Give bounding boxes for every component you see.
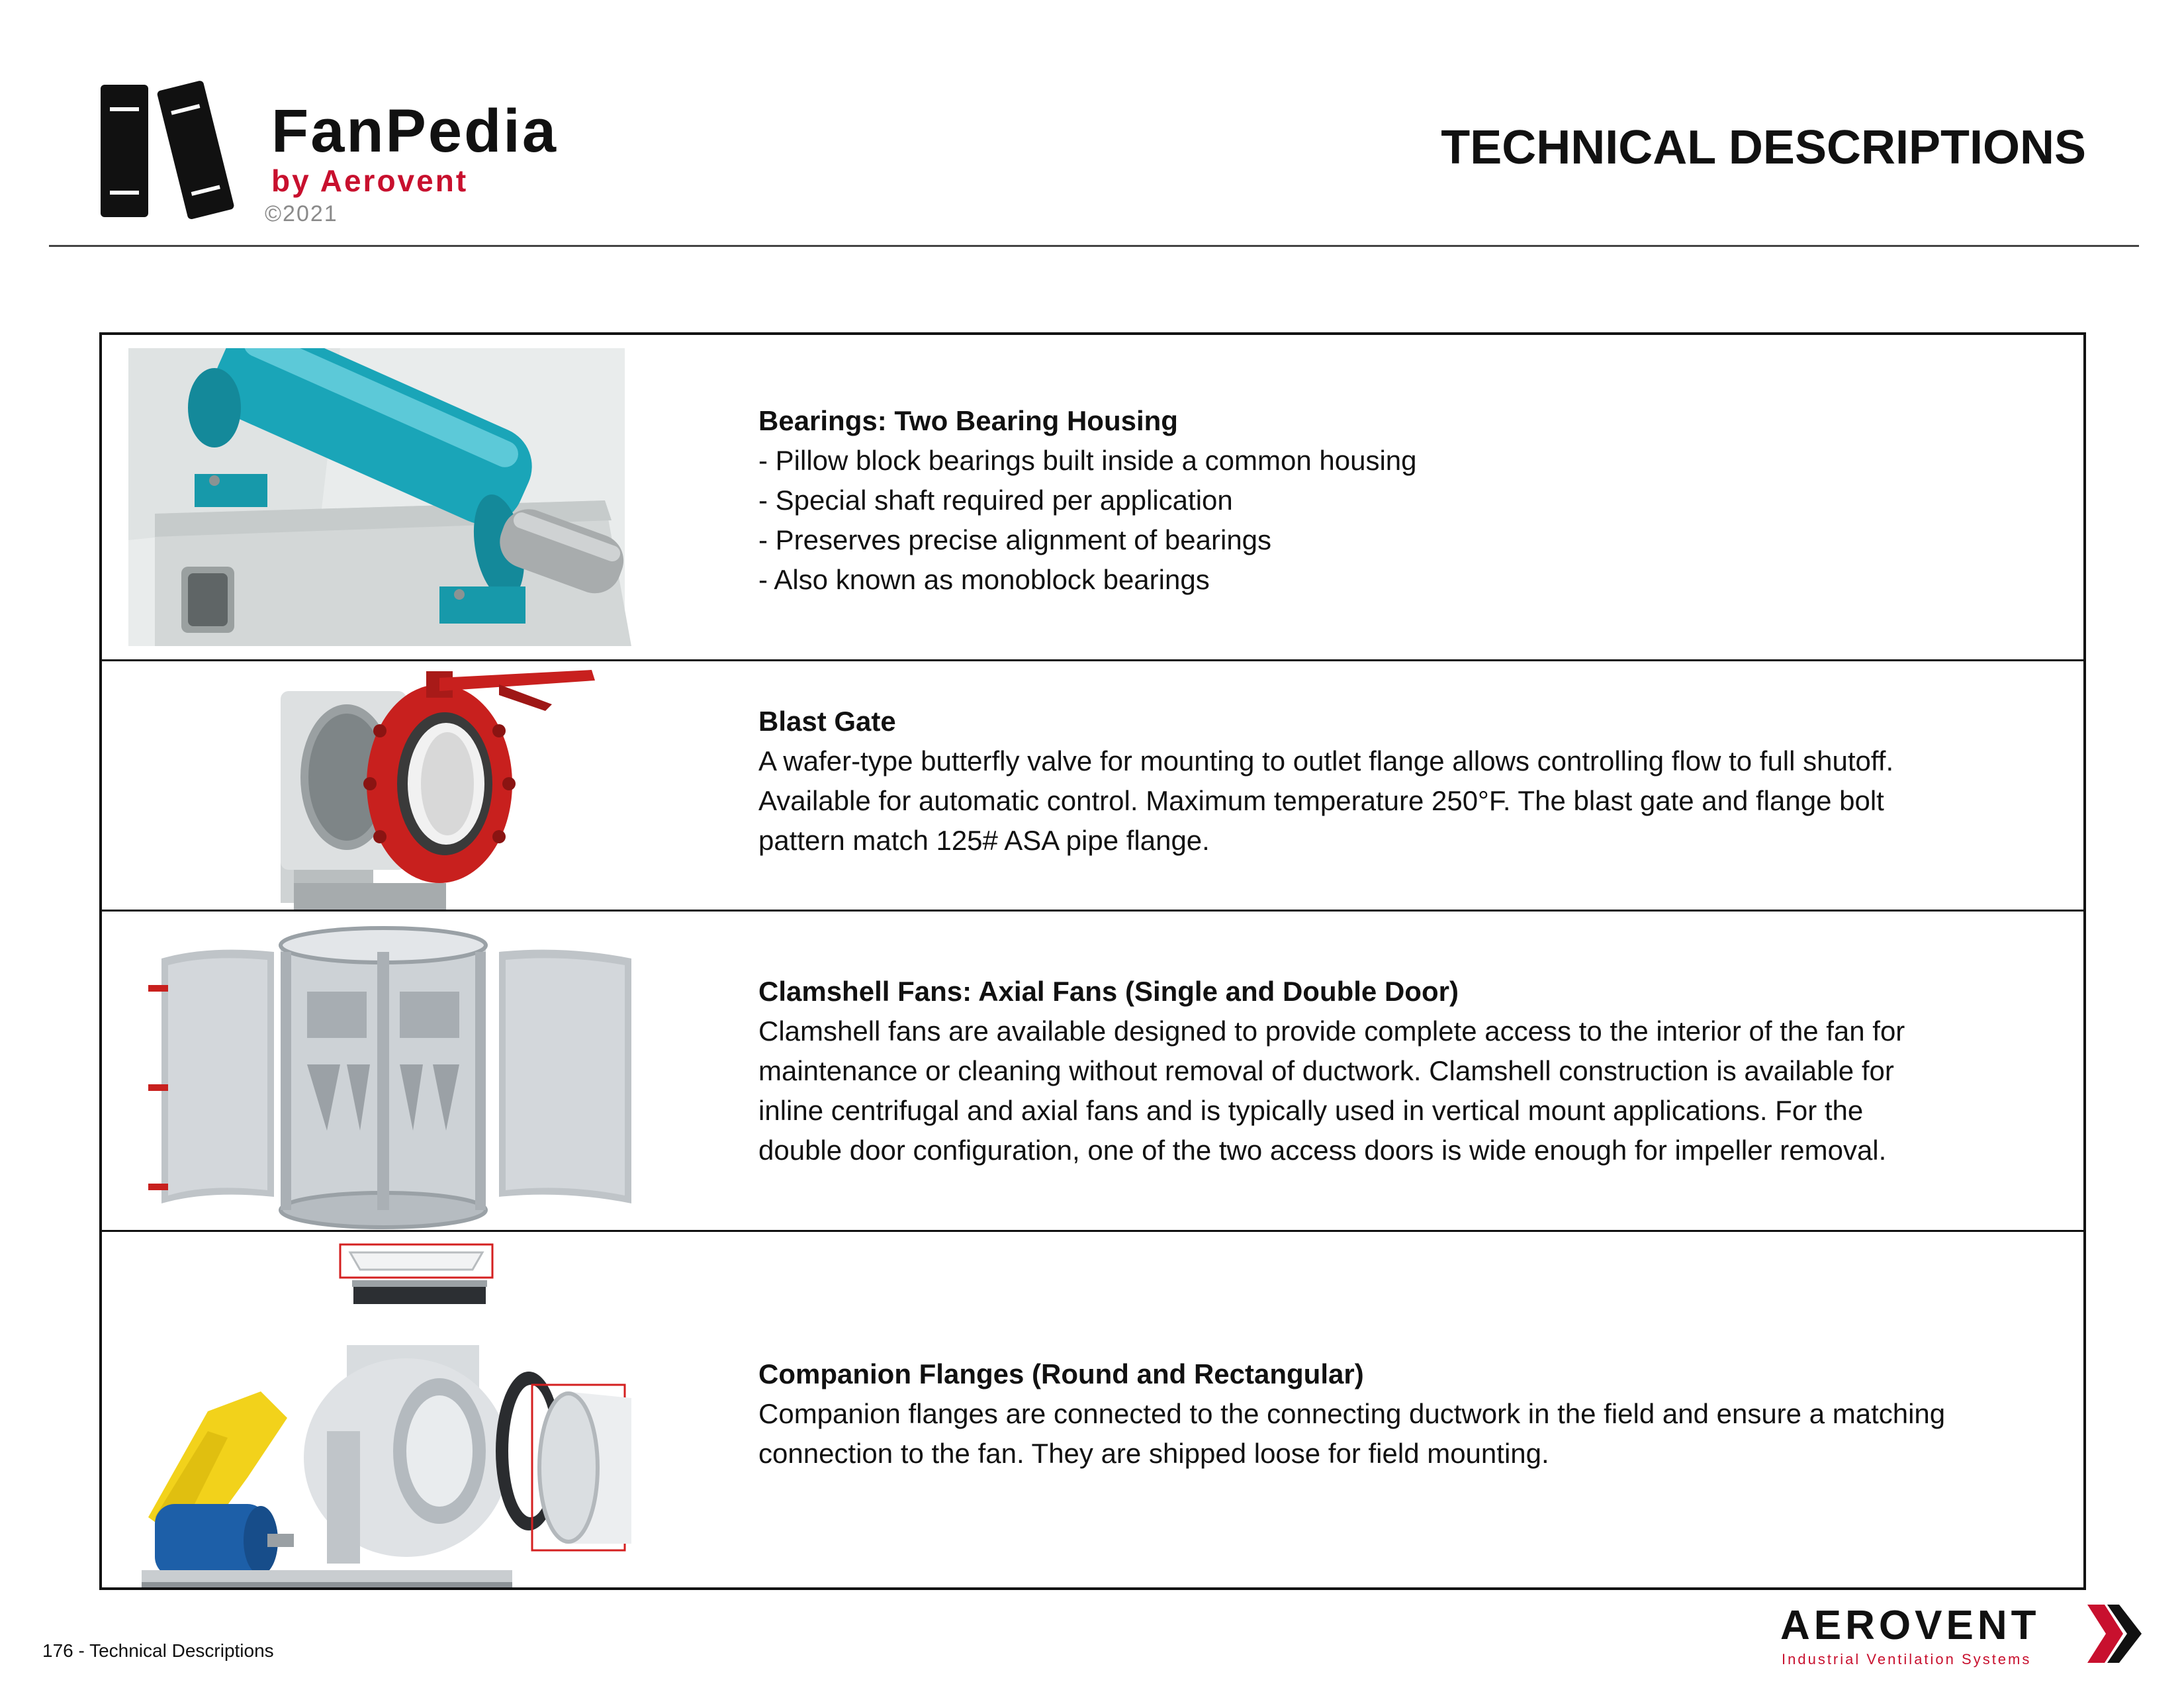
- row-text: [758, 1354, 2064, 1474]
- fanpedia-logo: [98, 78, 667, 230]
- row-text: [758, 702, 2064, 861]
- row-line: Companion flanges are connected to the connecting ductwork in the field and ensure a matching: [758, 1398, 1946, 1429]
- row-line: double door configuration, one of the two access doors is wide enough for impeller removal.: [758, 1135, 1887, 1166]
- aerovent-logo: [1780, 1602, 2151, 1675]
- row-body: [758, 1394, 2064, 1474]
- copyright: ©2021: [265, 201, 338, 226]
- brand-byline: by Aerovent: [271, 164, 469, 198]
- companion-flanges-image: [128, 1230, 651, 1590]
- row-text: [758, 972, 2064, 1170]
- row-line: - Preserves precise alignment of bearings: [758, 524, 1272, 555]
- row-body: [758, 741, 2064, 861]
- row-title: Companion Flanges (Round and Rectangular): [758, 1358, 1364, 1389]
- row-line: A wafer-type butterfly valve for mounting to outlet flange allows controlling flow to full shutoff.: [758, 745, 1894, 776]
- row-line: connection to the fan. They are shipped loose for field mounting.: [758, 1438, 1549, 1469]
- table-row: [102, 659, 2083, 912]
- row-title: Clamshell Fans: Axial Fans (Single and Double Door): [758, 976, 1459, 1007]
- technical-descriptions-table: [99, 332, 2086, 1590]
- row-line: - Special shaft required per application: [758, 485, 1233, 516]
- clamshell-fan-image: [128, 910, 651, 1230]
- row-line: - Pillow block bearings built inside a common housing: [758, 445, 1417, 476]
- table-row: [102, 910, 2083, 1232]
- row-line: Clamshell fans are available designed to provide complete access to the interior of the fan for: [758, 1015, 1905, 1047]
- row-body: [758, 1011, 2064, 1170]
- brand-name: FanPedia: [271, 97, 559, 165]
- row-text: [758, 401, 2064, 600]
- row-title: Bearings: Two Bearing Housing: [758, 405, 1178, 436]
- row-line: maintenance or cleaning without removal of ductwork. Clamshell construction is available for: [758, 1055, 1894, 1086]
- row-body: [758, 441, 2064, 600]
- footer-brand: AEROVENT: [1780, 1603, 2040, 1648]
- books-icon: [98, 78, 244, 224]
- row-line: Available for automatic control. Maximum temperature 250°F. The blast gate and flange bolt: [758, 785, 1884, 816]
- row-line: pattern match 125# ASA pipe flange.: [758, 825, 1210, 856]
- page-title: TECHNICAL DESCRIPTIONS: [1441, 121, 2086, 174]
- blast-gate-image: [128, 659, 651, 910]
- row-line: - Also known as monoblock bearings: [758, 564, 1210, 595]
- row-title: Blast Gate: [758, 706, 896, 737]
- page-number-label: 176 - Technical Descriptions: [42, 1640, 274, 1661]
- table-row: [102, 1230, 2083, 1590]
- table-row: [102, 335, 2083, 661]
- double-chevron-icon: [2085, 1602, 2144, 1665]
- footer-tagline: Industrial Ventilation Systems: [1782, 1651, 2032, 1667]
- row-line: inline centrifugal and axial fans and is typically used in vertical mount applications. For the: [758, 1095, 1864, 1126]
- two-bearing-housing-image: [128, 335, 651, 659]
- header-divider: [49, 245, 2139, 247]
